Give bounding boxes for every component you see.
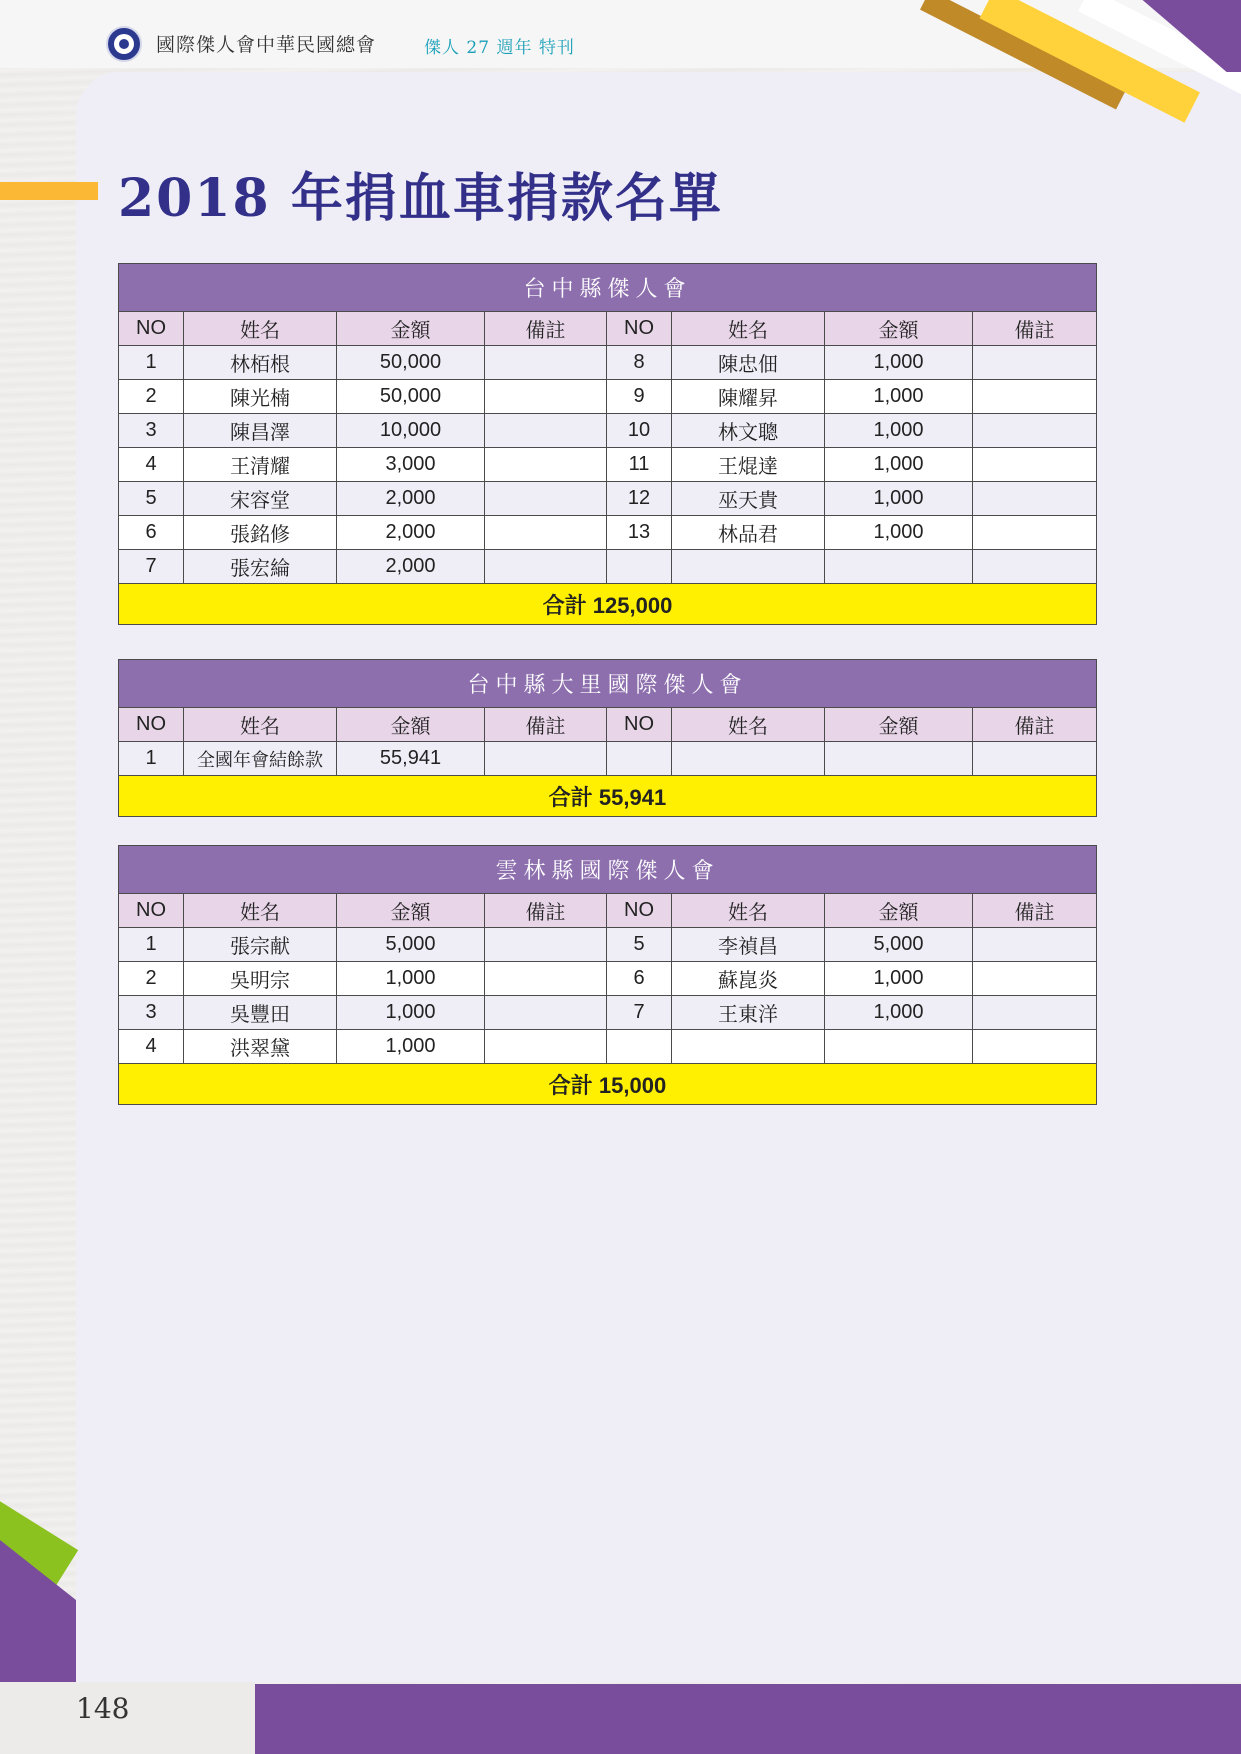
table-cell bbox=[607, 550, 672, 584]
table-cell bbox=[485, 414, 607, 448]
table-cell: 1,000 bbox=[825, 962, 973, 996]
table-cell: 王焜達 bbox=[672, 448, 825, 482]
column-header: 姓名 bbox=[184, 708, 337, 742]
table-cell: 陳耀昇 bbox=[672, 380, 825, 414]
table-cell: 張宏綸 bbox=[184, 550, 337, 584]
table-cell: 4 bbox=[119, 1030, 184, 1064]
table-cell: 1 bbox=[119, 742, 184, 776]
section-title: 台中縣大里國際傑人會 bbox=[119, 660, 1097, 708]
table-cell: 3 bbox=[119, 996, 184, 1030]
table-row bbox=[119, 1030, 1097, 1064]
page-title: 2018 年捐血車捐款名單 bbox=[118, 168, 723, 229]
table-cell: 1,000 bbox=[337, 996, 485, 1030]
table-cell: 巫天貴 bbox=[672, 482, 825, 516]
table-cell bbox=[607, 742, 672, 776]
table-cell bbox=[825, 550, 973, 584]
table-cell: 張銘修 bbox=[184, 516, 337, 550]
table-cell bbox=[973, 380, 1097, 414]
issue-name: 傑人 27 週年 特刊 bbox=[424, 38, 575, 58]
column-header: 姓名 bbox=[672, 894, 825, 928]
table-cell: 1,000 bbox=[337, 1030, 485, 1064]
table-cell bbox=[973, 516, 1097, 550]
donation-table bbox=[118, 845, 1097, 1105]
table-cell bbox=[973, 482, 1097, 516]
table-cell: 吳豐田 bbox=[184, 996, 337, 1030]
table-cell bbox=[485, 1030, 607, 1064]
table-cell: 50,000 bbox=[337, 346, 485, 380]
table-cell: 5,000 bbox=[825, 928, 973, 962]
table-cell bbox=[973, 414, 1097, 448]
table-cell: 全國年會結餘款 bbox=[184, 742, 337, 776]
table-cell: 2 bbox=[119, 380, 184, 414]
column-header: NO bbox=[119, 708, 184, 742]
donation-table bbox=[118, 659, 1097, 817]
table-cell bbox=[485, 482, 607, 516]
table-cell: 5 bbox=[119, 482, 184, 516]
column-header: 備註 bbox=[973, 708, 1097, 742]
table-cell: 3 bbox=[119, 414, 184, 448]
column-header: 金額 bbox=[825, 894, 973, 928]
column-header: NO bbox=[119, 894, 184, 928]
table-cell: 2,000 bbox=[337, 550, 485, 584]
title-accent-bar bbox=[0, 182, 98, 200]
table-cell bbox=[973, 346, 1097, 380]
table-row bbox=[119, 414, 1097, 448]
table-cell bbox=[485, 962, 607, 996]
column-header: 姓名 bbox=[672, 708, 825, 742]
section-total: 合計 125,000 bbox=[119, 584, 1097, 625]
table-cell: 13 bbox=[607, 516, 672, 550]
column-header: 備註 bbox=[485, 894, 607, 928]
donation-table-section bbox=[118, 845, 1096, 1105]
table-cell: 7 bbox=[607, 996, 672, 1030]
table-cell: 1,000 bbox=[825, 996, 973, 1030]
table-cell: 李禎昌 bbox=[672, 928, 825, 962]
table-cell bbox=[973, 928, 1097, 962]
table-cell: 5 bbox=[607, 928, 672, 962]
table-cell bbox=[825, 1030, 973, 1064]
column-header: 金額 bbox=[337, 708, 485, 742]
table-cell bbox=[672, 742, 825, 776]
table-cell: 洪翠黛 bbox=[184, 1030, 337, 1064]
table-cell: 2 bbox=[119, 962, 184, 996]
table-cell bbox=[672, 550, 825, 584]
table-row bbox=[119, 962, 1097, 996]
column-header: 備註 bbox=[973, 894, 1097, 928]
column-header: 姓名 bbox=[672, 312, 825, 346]
table-cell bbox=[485, 550, 607, 584]
table-cell: 10,000 bbox=[337, 414, 485, 448]
table-row bbox=[119, 996, 1097, 1030]
table-row bbox=[119, 742, 1097, 776]
section-total: 合計 15,000 bbox=[119, 1064, 1097, 1105]
column-header: NO bbox=[607, 894, 672, 928]
donation-table-section bbox=[118, 263, 1096, 625]
table-cell bbox=[973, 962, 1097, 996]
table-row bbox=[119, 482, 1097, 516]
table-cell: 1,000 bbox=[825, 380, 973, 414]
table-cell: 11 bbox=[607, 448, 672, 482]
table-cell: 林栢根 bbox=[184, 346, 337, 380]
column-header: NO bbox=[607, 708, 672, 742]
table-cell: 2,000 bbox=[337, 482, 485, 516]
column-header: 姓名 bbox=[184, 894, 337, 928]
table-cell: 王東洋 bbox=[672, 996, 825, 1030]
table-cell: 3,000 bbox=[337, 448, 485, 482]
table-cell: 1 bbox=[119, 928, 184, 962]
table-cell: 1,000 bbox=[825, 482, 973, 516]
table-row bbox=[119, 346, 1097, 380]
table-cell bbox=[485, 516, 607, 550]
table-cell: 2,000 bbox=[337, 516, 485, 550]
table-cell: 6 bbox=[119, 516, 184, 550]
table-cell: 5,000 bbox=[337, 928, 485, 962]
page-number: 148 bbox=[76, 1692, 130, 1725]
table-row bbox=[119, 516, 1097, 550]
table-cell bbox=[485, 448, 607, 482]
table-cell bbox=[973, 550, 1097, 584]
column-header: 備註 bbox=[485, 708, 607, 742]
table-cell: 林品君 bbox=[672, 516, 825, 550]
organization-name: 國際傑人會中華民國總會 bbox=[156, 34, 377, 56]
table-cell: 10 bbox=[607, 414, 672, 448]
column-header: 金額 bbox=[825, 708, 973, 742]
column-header: 備註 bbox=[485, 312, 607, 346]
table-cell bbox=[485, 346, 607, 380]
table-cell bbox=[973, 1030, 1097, 1064]
organization-logo-icon bbox=[106, 26, 142, 62]
table-cell bbox=[973, 448, 1097, 482]
column-header: NO bbox=[119, 312, 184, 346]
column-header: 姓名 bbox=[184, 312, 337, 346]
table-cell: 8 bbox=[607, 346, 672, 380]
table-cell: 55,941 bbox=[337, 742, 485, 776]
table-cell bbox=[825, 742, 973, 776]
section-title: 台中縣傑人會 bbox=[119, 264, 1097, 312]
section-total: 合計 55,941 bbox=[119, 776, 1097, 817]
column-header: 金額 bbox=[337, 894, 485, 928]
table-cell: 6 bbox=[607, 962, 672, 996]
table-cell: 1 bbox=[119, 346, 184, 380]
table-cell: 陳忠佃 bbox=[672, 346, 825, 380]
table-cell: 蘇崑炎 bbox=[672, 962, 825, 996]
table-cell bbox=[485, 996, 607, 1030]
table-cell: 王清耀 bbox=[184, 448, 337, 482]
table-cell: 1,000 bbox=[825, 414, 973, 448]
table-cell bbox=[672, 1030, 825, 1064]
table-cell: 陳昌澤 bbox=[184, 414, 337, 448]
table-cell: 張宗献 bbox=[184, 928, 337, 962]
table-cell: 陳光楠 bbox=[184, 380, 337, 414]
table-cell: 吳明宗 bbox=[184, 962, 337, 996]
table-cell bbox=[973, 996, 1097, 1030]
table-cell bbox=[485, 928, 607, 962]
table-cell bbox=[973, 742, 1097, 776]
table-cell: 宋容堂 bbox=[184, 482, 337, 516]
table-cell: 1,000 bbox=[825, 516, 973, 550]
donation-table-section bbox=[118, 659, 1096, 817]
column-header: 備註 bbox=[973, 312, 1097, 346]
table-row bbox=[119, 928, 1097, 962]
table-cell bbox=[485, 380, 607, 414]
table-cell: 12 bbox=[607, 482, 672, 516]
section-title: 雲林縣國際傑人會 bbox=[119, 846, 1097, 894]
table-cell: 7 bbox=[119, 550, 184, 584]
table-cell: 林文聰 bbox=[672, 414, 825, 448]
table-cell: 1,000 bbox=[337, 962, 485, 996]
table-cell bbox=[485, 742, 607, 776]
column-header: 金額 bbox=[337, 312, 485, 346]
table-cell: 50,000 bbox=[337, 380, 485, 414]
table-cell bbox=[607, 1030, 672, 1064]
column-header: 金額 bbox=[825, 312, 973, 346]
table-row bbox=[119, 380, 1097, 414]
table-cell: 1,000 bbox=[825, 346, 973, 380]
table-row bbox=[119, 448, 1097, 482]
donation-table bbox=[118, 263, 1097, 625]
table-row bbox=[119, 550, 1097, 584]
table-cell: 4 bbox=[119, 448, 184, 482]
table-cell: 1,000 bbox=[825, 448, 973, 482]
column-header: NO bbox=[607, 312, 672, 346]
table-cell: 9 bbox=[607, 380, 672, 414]
